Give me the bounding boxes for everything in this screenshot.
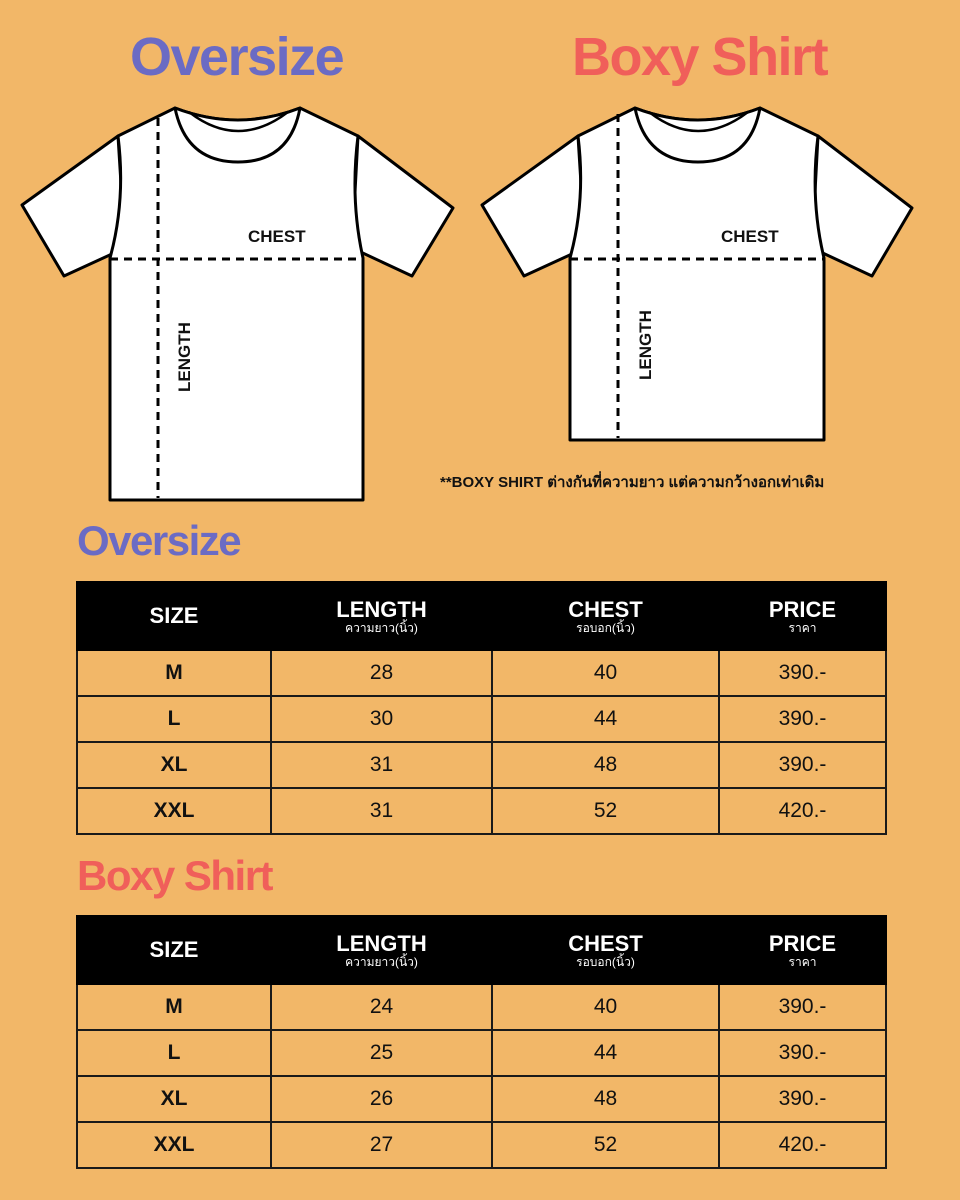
oversize-shirt-outline	[22, 108, 453, 500]
table-row	[77, 1122, 886, 1168]
length-cell: 27	[271, 1122, 492, 1168]
size-cell: L	[77, 1030, 271, 1076]
length-cell: 24	[271, 984, 492, 1030]
length-cell: 25	[271, 1030, 492, 1076]
table-row	[77, 696, 886, 742]
boxy-chest-label: CHEST	[721, 227, 779, 246]
oversize-right-sleeve	[352, 136, 453, 276]
table-header-row	[77, 582, 886, 650]
chest-cell: 48	[492, 742, 719, 788]
header-size: SIZE	[77, 582, 271, 650]
boxy-right-sleeve	[812, 136, 912, 276]
header-chest: CHEST รอบอก(นิ้ว)	[492, 582, 719, 650]
oversize-body	[110, 108, 363, 500]
oversize-chest-label: CHEST	[248, 227, 306, 246]
table-row	[77, 984, 886, 1030]
length-cell: 28	[271, 650, 492, 696]
chest-cell: 48	[492, 1076, 719, 1122]
boxy-length-label: LENGTH	[636, 310, 655, 380]
table-header-row	[77, 916, 886, 984]
boxy-section-title: Boxy Shirt	[77, 852, 273, 899]
size-cell: L	[77, 696, 271, 742]
chest-cell: 40	[492, 984, 719, 1030]
boxy-shirt-title: Boxy Shirt	[572, 27, 828, 87]
boxy-size-table	[76, 915, 887, 1169]
chest-cell: 44	[492, 1030, 719, 1076]
boxy-note: **BOXY SHIRT ต่างกันที่ความยาว แต่ความกว้างอกเท่าเดิม	[440, 474, 825, 491]
price-cell: 390.-	[719, 1076, 886, 1122]
header-chest: CHEST รอบอก(นิ้ว)	[492, 916, 719, 984]
length-cell: 26	[271, 1076, 492, 1122]
price-cell: 390.-	[719, 984, 886, 1030]
table-row	[77, 788, 886, 834]
header-size: SIZE	[77, 916, 271, 984]
chest-cell: 40	[492, 650, 719, 696]
oversize-title: Oversize	[130, 27, 344, 87]
table-row	[77, 742, 886, 788]
price-cell: 390.-	[719, 650, 886, 696]
size-cell: XXL	[77, 1122, 271, 1168]
length-cell: 31	[271, 742, 492, 788]
price-cell: 390.-	[719, 696, 886, 742]
oversize-length-label: LENGTH	[175, 322, 194, 392]
size-cell: M	[77, 984, 271, 1030]
length-cell: 31	[271, 788, 492, 834]
length-cell: 30	[271, 696, 492, 742]
size-cell: XXL	[77, 788, 271, 834]
chest-cell: 52	[492, 1122, 719, 1168]
header-price: PRICE ราคา	[719, 916, 886, 984]
chest-cell: 44	[492, 696, 719, 742]
price-cell: 420.-	[719, 788, 886, 834]
table-row	[77, 1076, 886, 1122]
oversize-shirt-diagram	[0, 0, 960, 520]
oversize-section-title: Oversize	[77, 517, 241, 564]
boxy-shirt-outline	[482, 108, 912, 440]
size-cell: XL	[77, 742, 271, 788]
size-cell: XL	[77, 1076, 271, 1122]
table-row	[77, 650, 886, 696]
price-cell: 420.-	[719, 1122, 886, 1168]
chest-cell: 52	[492, 788, 719, 834]
price-cell: 390.-	[719, 1030, 886, 1076]
oversize-size-table	[76, 581, 887, 835]
header-price: PRICE ราคา	[719, 582, 886, 650]
table-row	[77, 1030, 886, 1076]
header-length: LENGTH ความยาว(นิ้ว)	[271, 916, 492, 984]
price-cell: 390.-	[719, 742, 886, 788]
header-length: LENGTH ความยาว(นิ้ว)	[271, 582, 492, 650]
size-cell: M	[77, 650, 271, 696]
